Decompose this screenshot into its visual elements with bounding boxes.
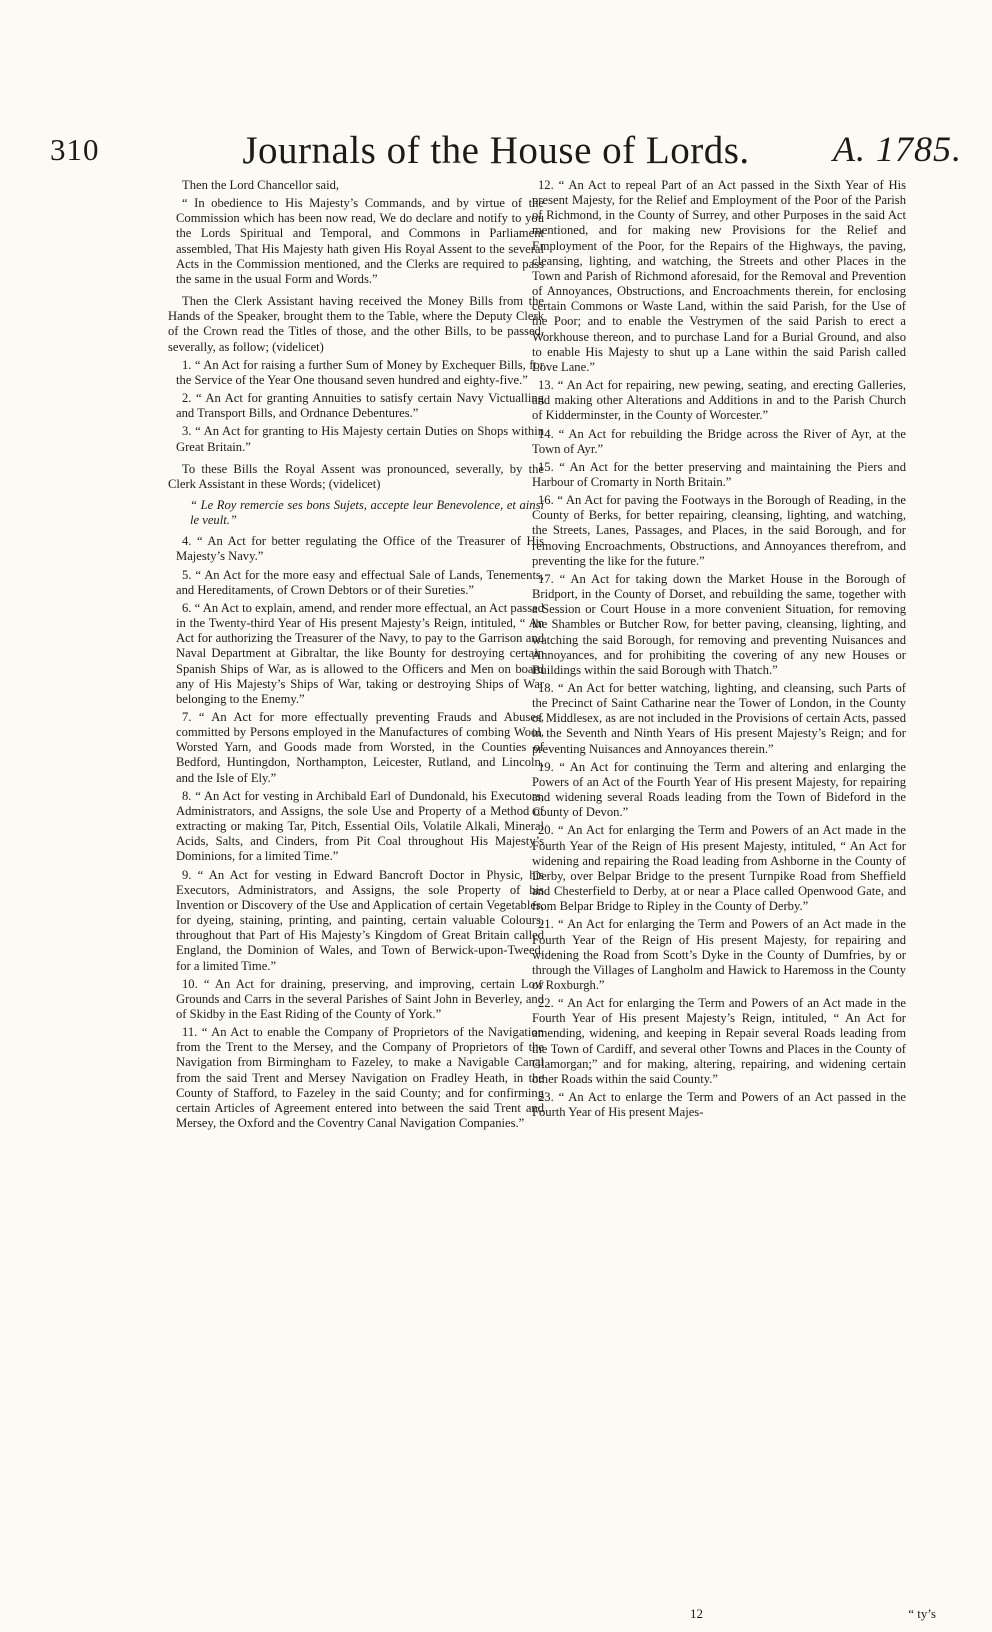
act-entry: 11. “ An Act to enable the Company of Proprietors of the Navigation from the Trent to the Mersey, and the Company of Proprietors of the Navigation from Birmingham to Fazeley, to make a Navigable Canal from the said Trent and Mersey Navigation on Fradley Heath, in the County of Stafford, to Fazeley in the said County; and for confirming certain Articles of Agreement entered into between the said Trent and Mersey, the Oxford and the Coventry Canal Navigation Companies.” bbox=[176, 1025, 544, 1131]
act-entry: “ In obedience to His Majesty’s Commands, and by virtue of the Commission which has been now read, We do declare and notify to you the Lords Spiritual and Temporal, and Commons in Parliament assembled, That His Majesty hath given His Royal Assent to the several Acts in the Commission mentioned, and the Clerks are required to pass the same in the usual Form and Words.” bbox=[176, 196, 544, 286]
running-head bbox=[0, 128, 992, 178]
act-entry: 2. “ An Act for granting Annuities to satisfy certain Navy Victualling and Transport Bills, and Ordnance Debentures.” bbox=[176, 391, 544, 421]
act-entry: 15. “ An Act for the better preserving and maintaining the Piers and Harbour of Cromarty in North Britain.” bbox=[532, 459, 906, 489]
act-entry: 22. “ An Act for enlarging the Term and Powers of an Act made in the Fourth Year of His present Majesty’s Reign, intituled, “ An Act for amending, widening, and keeping in Repair several Roads leading from the Town of Cardiff, and several other Towns and Places in the County of Glamorgan;” and for making, altering, repairing, and widening certain other Roads within the said County.” bbox=[532, 996, 906, 1086]
act-entry: 23. “ An Act to enlarge the Term and Powers of an Act passed in the Fourth Year of His present Majes- bbox=[532, 1090, 906, 1120]
act-entry: 6. “ An Act to explain, amend, and render more effectual, an Act passed in the Twenty-third Year of His present Majesty’s Reign, intituled, “ An Act for authorizing the Treasurer of the Navy, to pay to the Garrison and Naval Department at Gibraltar, the like Bounty for destroying certain Spanish Ships of War, as is allowed to the Officers and Men on board any of His Majesty’s Ships of War, taking or destroying Ships of War belonging to the Enemy.” bbox=[176, 600, 544, 706]
journal-paragraph: To these Bills the Royal Assent was pronounced, severally, by the Clerk Assistant in these Words; (videlicet) bbox=[168, 461, 544, 491]
act-entry: 7. “ An Act for more effectually preventing Frauds and Abuses, committed by Persons employed in the Manufactures of combing Wool, Worsted Yarn, and Goods made from Worsted, in the Counties of Bedford, Huntingdon, Northampton, Leicester, Rutland, and Lincoln, and the Isle of Ely.” bbox=[176, 710, 544, 785]
act-entry: 1. “ An Act for raising a further Sum of Money by Exchequer Bills, for the Service of the Year One thousand seven hundred and eighty-five.” bbox=[176, 357, 544, 387]
act-entry: 16. “ An Act for paving the Footways in the Borough of Reading, in the County of Berks, for better repairing, cleansing, lighting, and watching, the Streets, Lanes, Passages, and Places, in the said Borough, and for removing Encroachments, Obstructions, and Annoyances therefrom, and preventing the like for the future.” bbox=[532, 493, 906, 568]
year-label: A. 1785. bbox=[833, 129, 962, 169]
left-column bbox=[168, 178, 544, 1134]
journal-paragraph: Then the Lord Chancellor said, bbox=[182, 178, 340, 192]
act-entry: 21. “ An Act for enlarging the Term and Powers of an Act made in the Fourth Year of the Reign of His present Majesty, for repairing and widening the Road from Scott’s Dyke in the County of Dumfries, by or through the Villages of Langholm and Hawick to Haremoss in the County of Roxburgh.” bbox=[532, 917, 906, 992]
act-entry: 10. “ An Act for draining, preserving, and improving, certain Low Grounds and Carrs in the several Parishes of Saint John in Beverley, and of Skidby in the East Riding of the County of York.” bbox=[176, 976, 544, 1021]
act-entry: 4. “ An Act for better regulating the Office of the Treasurer of His Majesty’s Navy.” bbox=[176, 534, 544, 564]
act-entry: 13. “ An Act for repairing, new pewing, seating, and erecting Galleries, and making other Alterations and Additions in and to the Parish Church of Kidderminster, in the County of Worcester.” bbox=[532, 378, 906, 423]
act-entry: 5. “ An Act for the more easy and effectual Sale of Lands, Tenements, and Hereditaments, of Crown Debtors or of their Sureties.” bbox=[176, 567, 544, 597]
right-column bbox=[524, 178, 906, 1123]
act-entry: 14. “ An Act for rebuilding the Bridge across the River of Ayr, at the Town of Ayr.” bbox=[532, 426, 906, 456]
act-entry: 12. “ An Act to repeal Part of an Act passed in the Sixth Year of His present Majesty, for the Relief and Employment of the Poor of the Parish of Richmond, in the County of Surrey, and other Purposes in the said Act mentioned, and for making new Provisions for the Relief and Employment of the Poor, for the Repairs of the Highways, the paving, cleansing, lighting, and watching, the Streets and other Places in the Town and Parish of Richmond aforesaid, for the Removal and Prevention of Annoyances, Obstructions, and Encroachments therein, for enclosing certain Commons or Waste Land, within the said Parish, for the Use of the Poor; and to enable the Vestrymen of the said Parish to erect a Workhouse thereon, and to purchase Land for a Burial Ground, and also to enable His Majesty to shut up a Lane within the said Parish called Love Lane.” bbox=[532, 178, 906, 374]
act-entry: 20. “ An Act for enlarging the Term and Powers of an Act made in the Fourth Year of the Reign of His present Majesty, intituled, “ An Act for widening and repairing the Road leading from Ashborne in the County of Derby, over Belpar Bridge to the present Turnpike Road from Sheffield and Chesterfield to Derby, at or near a Place called Openwood Gate, and from Belpar Bridge to Ripley in the County of Derby.” bbox=[532, 823, 906, 914]
journal-paragraph: Then the Clerk Assistant having received the Money Bills from the Hands of the Speaker, brought them to the Table, where the Deputy Clerk of the Crown read the Titles of those, and the other Bills, to be passed, severally, as follow; (videlicet) bbox=[168, 294, 544, 354]
page-title: Journals of the House of Lords. bbox=[242, 129, 750, 172]
act-entry: 9. “ An Act for vesting in Edward Bancroft Doctor in Physic, his Executors, Administrators, and Assigns, the sole Property of his Invention or Discovery of the Use and Application of certain Vegetables, for dyeing, staining, printing, and painting, certain valuable Colours, throughout that Part of His Majesty’s Kingdom of Great Britain called England, the Dominion of Wales, and Town of Berwick-upon-Tweed, for a limited Time.” bbox=[176, 867, 544, 973]
act-entry: 3. “ An Act for granting to His Majesty certain Duties on Shops within Great Britain.” bbox=[176, 424, 544, 454]
royal-assent-formula: “ Le Roy remercie ses bons Sujets, accepte leur Benevolence, et ainsi le veult.” bbox=[190, 497, 544, 528]
act-entry: 18. “ An Act for better watching, lighting, and cleansing, such Parts of the Precinct of Saint Catharine near the Tower of London, in the County of Middlesex, as are not included in the Provisions of certain Acts, passed in the Seventh and Ninth Years of His present Majesty’s Reign; and for preventing Nuisances and Annoyances therein.” bbox=[532, 681, 906, 756]
catchword: “ ty’s bbox=[908, 1606, 936, 1621]
signature-mark: 12 bbox=[690, 1606, 703, 1621]
act-entry: 17. “ An Act for taking down the Market House in the Borough of Bridport, in the County of Dorset, and rebuilding the same, together with a Session or Court House in a more convenient Situation, for removing the Shambles or Butcher Row, for better paving, cleansing, lighting, and watching the said Borough, for removing and preventing Nuisances and Annoyances, and for prohibiting the covering of any new Houses or Buildings within the said Borough with Thatch.” bbox=[532, 571, 906, 677]
act-entry: 19. “ An Act for continuing the Term and altering and enlarging the Powers of an Act of the Fourth Year of His present Majesty, for repairing and widening several Roads leading from the Town of Bideford in the County of Devon.” bbox=[532, 759, 906, 820]
page-number: 310 bbox=[50, 132, 100, 167]
act-entry: 8. “ An Act for vesting in Archibald Earl of Dundonald, his Executors, Administrators, and Assigns, the sole Use and Property of a Method of extracting or making Tar, Pitch, Essential Oils, Volatile Alkali, Mineral Acids, Salts, and Cinders, from Pit Coal throughout His Majesty’s Dominions, for a limited Time.” bbox=[176, 788, 544, 864]
